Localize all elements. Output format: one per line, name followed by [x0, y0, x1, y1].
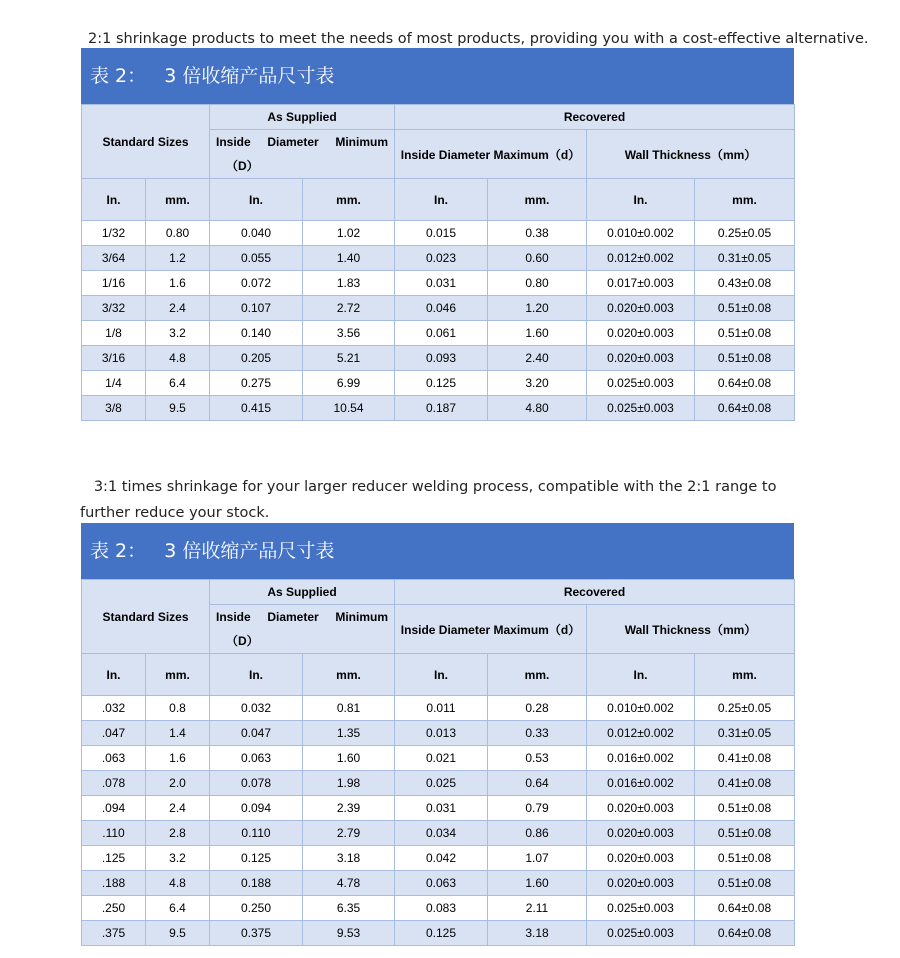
- table-cell: 3.2: [146, 321, 210, 346]
- wall-thickness-header: Wall Thickness（mm）: [587, 130, 795, 179]
- table-cell: 0.107: [210, 296, 303, 321]
- table-cell: 5.21: [303, 346, 395, 371]
- table-cell: 2.79: [303, 821, 395, 846]
- table-cell: 1.07: [488, 846, 587, 871]
- table-cell: 0.25±0.05: [695, 696, 795, 721]
- inside-diameter-maximum-header: Inside Diameter Maximum（d）: [395, 130, 587, 179]
- size-table-2: [81, 579, 795, 946]
- idmin-word-2: Diameter: [267, 610, 319, 624]
- table-cell: 0.093: [395, 346, 488, 371]
- table-cell: 0.188: [210, 871, 303, 896]
- table-row: [82, 396, 795, 421]
- as-supplied-header: As Supplied: [210, 580, 395, 605]
- table-cell: 0.80: [146, 221, 210, 246]
- table-cell: 0.013: [395, 721, 488, 746]
- intro-paragraph-1: 2:1 shrinkage products to meet the needs of most products, providing you with a cost-effective alternative.: [88, 31, 869, 47]
- table-cell: 0.80: [488, 271, 587, 296]
- table-row: [82, 346, 795, 371]
- table-cell: 1.60: [488, 321, 587, 346]
- table-cell: 2.72: [303, 296, 395, 321]
- table-cell: 0.042: [395, 846, 488, 871]
- table-row: [82, 271, 795, 296]
- table-row: [82, 221, 795, 246]
- standard-sizes-header: Standard Sizes: [82, 105, 210, 179]
- inside-diameter-minimum-header: [210, 130, 395, 179]
- as-supplied-header: As Supplied: [210, 105, 395, 130]
- inside-diameter-minimum-header: [210, 605, 395, 654]
- table-cell: 0.061: [395, 321, 488, 346]
- table-cell: 0.64±0.08: [695, 921, 795, 946]
- table-cell: 0.020±0.003: [587, 821, 695, 846]
- table-cell: .078: [82, 771, 146, 796]
- table-cell: 9.5: [146, 921, 210, 946]
- table-cell: 9.53: [303, 921, 395, 946]
- table-cell: 1/4: [82, 371, 146, 396]
- table-2-body: [82, 696, 795, 946]
- idmin-word-3: Minimum: [335, 610, 388, 624]
- table-row: [82, 246, 795, 271]
- table-cell: 0.025±0.003: [587, 896, 695, 921]
- table-cell: 0.51±0.08: [695, 296, 795, 321]
- table-cell: 1.6: [146, 271, 210, 296]
- table-cell: 0.020±0.003: [587, 796, 695, 821]
- table-cell: 9.5: [146, 396, 210, 421]
- table-cell: .125: [82, 846, 146, 871]
- table-cell: 0.020±0.003: [587, 321, 695, 346]
- intro-paragraph-2: 3:1 times shrinkage for your larger reducer welding process, compatible with the 2:1 range to further reduce your stock.: [80, 479, 777, 521]
- table-cell: 0.51±0.08: [695, 796, 795, 821]
- table-cell: 1/16: [82, 271, 146, 296]
- table-cell: 0.51±0.08: [695, 821, 795, 846]
- table-cell: 0.020±0.003: [587, 296, 695, 321]
- inside-diameter-maximum-header: Inside Diameter Maximum（d）: [395, 605, 587, 654]
- table-cell: 1.60: [488, 871, 587, 896]
- unit-header: In.: [395, 654, 488, 696]
- table-row: [82, 921, 795, 946]
- table-row: [82, 896, 795, 921]
- table-cell: 3.18: [303, 846, 395, 871]
- table-row: [82, 846, 795, 871]
- table-cell: 0.25±0.05: [695, 221, 795, 246]
- table-cell: 0.53: [488, 746, 587, 771]
- table-cell: 3.2: [146, 846, 210, 871]
- table-cell: 0.040: [210, 221, 303, 246]
- table-cell: 0.64±0.08: [695, 396, 795, 421]
- table-cell: 4.8: [146, 871, 210, 896]
- table-cell: 0.063: [210, 746, 303, 771]
- table-row: [82, 321, 795, 346]
- table-cell: 6.35: [303, 896, 395, 921]
- table-row: [82, 771, 795, 796]
- unit-header: mm.: [303, 179, 395, 221]
- table-cell: 0.110: [210, 821, 303, 846]
- table-cell: 0.38: [488, 221, 587, 246]
- table-cell: .063: [82, 746, 146, 771]
- table-cell: 1.83: [303, 271, 395, 296]
- table-cell: 0.187: [395, 396, 488, 421]
- idmin-word-2: Diameter: [267, 135, 319, 149]
- table-cell: 0.031: [395, 796, 488, 821]
- unit-header: In.: [395, 179, 488, 221]
- table-cell: 3.56: [303, 321, 395, 346]
- table-cell: 0.33: [488, 721, 587, 746]
- table-1-title-banner: 表 2： 3 倍收缩产品尺寸表: [81, 48, 794, 104]
- table-cell: .375: [82, 921, 146, 946]
- table-cell: 0.140: [210, 321, 303, 346]
- table-cell: .032: [82, 696, 146, 721]
- table-cell: 0.64±0.08: [695, 371, 795, 396]
- table-cell: 4.78: [303, 871, 395, 896]
- idmin-unit: （D）: [226, 159, 259, 173]
- recovered-header: Recovered: [395, 580, 795, 605]
- table-cell: 0.020±0.003: [587, 871, 695, 896]
- table-row: [82, 821, 795, 846]
- table-cell: 0.205: [210, 346, 303, 371]
- table-cell: 0.025±0.003: [587, 921, 695, 946]
- unit-header: mm.: [488, 654, 587, 696]
- table-cell: 1.2: [146, 246, 210, 271]
- table-cell: 0.31±0.05: [695, 721, 795, 746]
- table-cell: 0.51±0.08: [695, 321, 795, 346]
- table-cell: 0.43±0.08: [695, 271, 795, 296]
- table-cell: 0.010±0.002: [587, 696, 695, 721]
- table-cell: 0.31±0.05: [695, 246, 795, 271]
- table-cell: 1.40: [303, 246, 395, 271]
- table-cell: 6.4: [146, 896, 210, 921]
- table-cell: 0.125: [210, 846, 303, 871]
- table-cell: 3.18: [488, 921, 587, 946]
- table-cell: 0.79: [488, 796, 587, 821]
- table-cell: 0.021: [395, 746, 488, 771]
- table-cell: 0.010±0.002: [587, 221, 695, 246]
- size-table-1: [81, 104, 795, 421]
- table-cell: 0.51±0.08: [695, 871, 795, 896]
- unit-header: mm.: [695, 179, 795, 221]
- table-1-body: [82, 221, 795, 421]
- unit-header: mm.: [695, 654, 795, 696]
- wall-thickness-header: Wall Thickness（mm）: [587, 605, 795, 654]
- table-cell: 3.20: [488, 371, 587, 396]
- table-cell: 0.41±0.08: [695, 771, 795, 796]
- table-cell: 0.60: [488, 246, 587, 271]
- table-cell: 4.8: [146, 346, 210, 371]
- table-cell: 0.063: [395, 871, 488, 896]
- table-cell: 6.4: [146, 371, 210, 396]
- unit-header: mm.: [146, 179, 210, 221]
- table-row: [82, 796, 795, 821]
- unit-header: In.: [210, 179, 303, 221]
- table-cell: 0.078: [210, 771, 303, 796]
- table-cell: 2.11: [488, 896, 587, 921]
- table-cell: 0.046: [395, 296, 488, 321]
- table-row: [82, 721, 795, 746]
- table-cell: 0.8: [146, 696, 210, 721]
- table-cell: 0.031: [395, 271, 488, 296]
- table-cell: 2.0: [146, 771, 210, 796]
- table-cell: 0.011: [395, 696, 488, 721]
- table-cell: 0.415: [210, 396, 303, 421]
- table-cell: 0.025±0.003: [587, 396, 695, 421]
- table-cell: .188: [82, 871, 146, 896]
- table-cell: 0.51±0.08: [695, 846, 795, 871]
- table-row: [82, 371, 795, 396]
- unit-header: mm.: [488, 179, 587, 221]
- table-cell: 0.012±0.002: [587, 721, 695, 746]
- table-cell: 3/16: [82, 346, 146, 371]
- table-cell: 0.64: [488, 771, 587, 796]
- table-cell: 0.81: [303, 696, 395, 721]
- table-cell: 1.60: [303, 746, 395, 771]
- table-cell: 0.51±0.08: [695, 346, 795, 371]
- table-cell: 0.020±0.003: [587, 346, 695, 371]
- unit-header: In.: [210, 654, 303, 696]
- table-cell: 1.4: [146, 721, 210, 746]
- table-cell: 0.86: [488, 821, 587, 846]
- table-cell: 0.375: [210, 921, 303, 946]
- table-cell: 2.40: [488, 346, 587, 371]
- table-cell: 0.125: [395, 371, 488, 396]
- table-cell: 10.54: [303, 396, 395, 421]
- table-cell: .094: [82, 796, 146, 821]
- table-row: [82, 296, 795, 321]
- table-cell: 0.083: [395, 896, 488, 921]
- table-cell: .110: [82, 821, 146, 846]
- idmin-word-3: Minimum: [335, 135, 388, 149]
- table-cell: 0.016±0.002: [587, 771, 695, 796]
- table-cell: 2.39: [303, 796, 395, 821]
- table-cell: 3/64: [82, 246, 146, 271]
- table-cell: 1.20: [488, 296, 587, 321]
- recovered-header: Recovered: [395, 105, 795, 130]
- idmin-word-1: Inside: [216, 135, 251, 149]
- table-cell: 0.64±0.08: [695, 896, 795, 921]
- table-cell: 6.99: [303, 371, 395, 396]
- table-cell: 0.034: [395, 821, 488, 846]
- table-cell: 1.98: [303, 771, 395, 796]
- unit-header: In.: [587, 179, 695, 221]
- table-cell: .250: [82, 896, 146, 921]
- table-cell: 1/32: [82, 221, 146, 246]
- table-cell: 0.023: [395, 246, 488, 271]
- table-cell: 1.02: [303, 221, 395, 246]
- table-cell: 0.072: [210, 271, 303, 296]
- unit-header: mm.: [146, 654, 210, 696]
- table-2-title-banner: 表 2： 3 倍收缩产品尺寸表: [81, 523, 794, 579]
- table-row: [82, 696, 795, 721]
- table-cell: 0.047: [210, 721, 303, 746]
- unit-header: mm.: [303, 654, 395, 696]
- unit-header: In.: [82, 654, 146, 696]
- unit-header: In.: [587, 654, 695, 696]
- standard-sizes-header: Standard Sizes: [82, 580, 210, 654]
- table-cell: 4.80: [488, 396, 587, 421]
- table-cell: 0.025: [395, 771, 488, 796]
- table-row: [82, 746, 795, 771]
- idmin-word-1: Inside: [216, 610, 251, 624]
- table-cell: 0.250: [210, 896, 303, 921]
- table-cell: 0.055: [210, 246, 303, 271]
- table-cell: 0.275: [210, 371, 303, 396]
- table-cell: 0.025±0.003: [587, 371, 695, 396]
- table-cell: 0.016±0.002: [587, 746, 695, 771]
- table-row: [82, 871, 795, 896]
- table-cell: 0.020±0.003: [587, 846, 695, 871]
- table-cell: 2.8: [146, 821, 210, 846]
- table-cell: 2.4: [146, 296, 210, 321]
- table-cell: 0.094: [210, 796, 303, 821]
- idmin-unit: （D）: [226, 634, 259, 648]
- table-cell: 0.017±0.003: [587, 271, 695, 296]
- table-cell: 2.4: [146, 796, 210, 821]
- table-cell: 0.015: [395, 221, 488, 246]
- table-cell: 1/8: [82, 321, 146, 346]
- table-cell: 0.032: [210, 696, 303, 721]
- table-cell: 3/8: [82, 396, 146, 421]
- table-cell: 1.6: [146, 746, 210, 771]
- table-cell: 3/32: [82, 296, 146, 321]
- table-cell: 1.35: [303, 721, 395, 746]
- table-cell: 0.28: [488, 696, 587, 721]
- table-cell: 0.012±0.002: [587, 246, 695, 271]
- table-cell: .047: [82, 721, 146, 746]
- unit-header: In.: [82, 179, 146, 221]
- table-cell: 0.125: [395, 921, 488, 946]
- table-cell: 0.41±0.08: [695, 746, 795, 771]
